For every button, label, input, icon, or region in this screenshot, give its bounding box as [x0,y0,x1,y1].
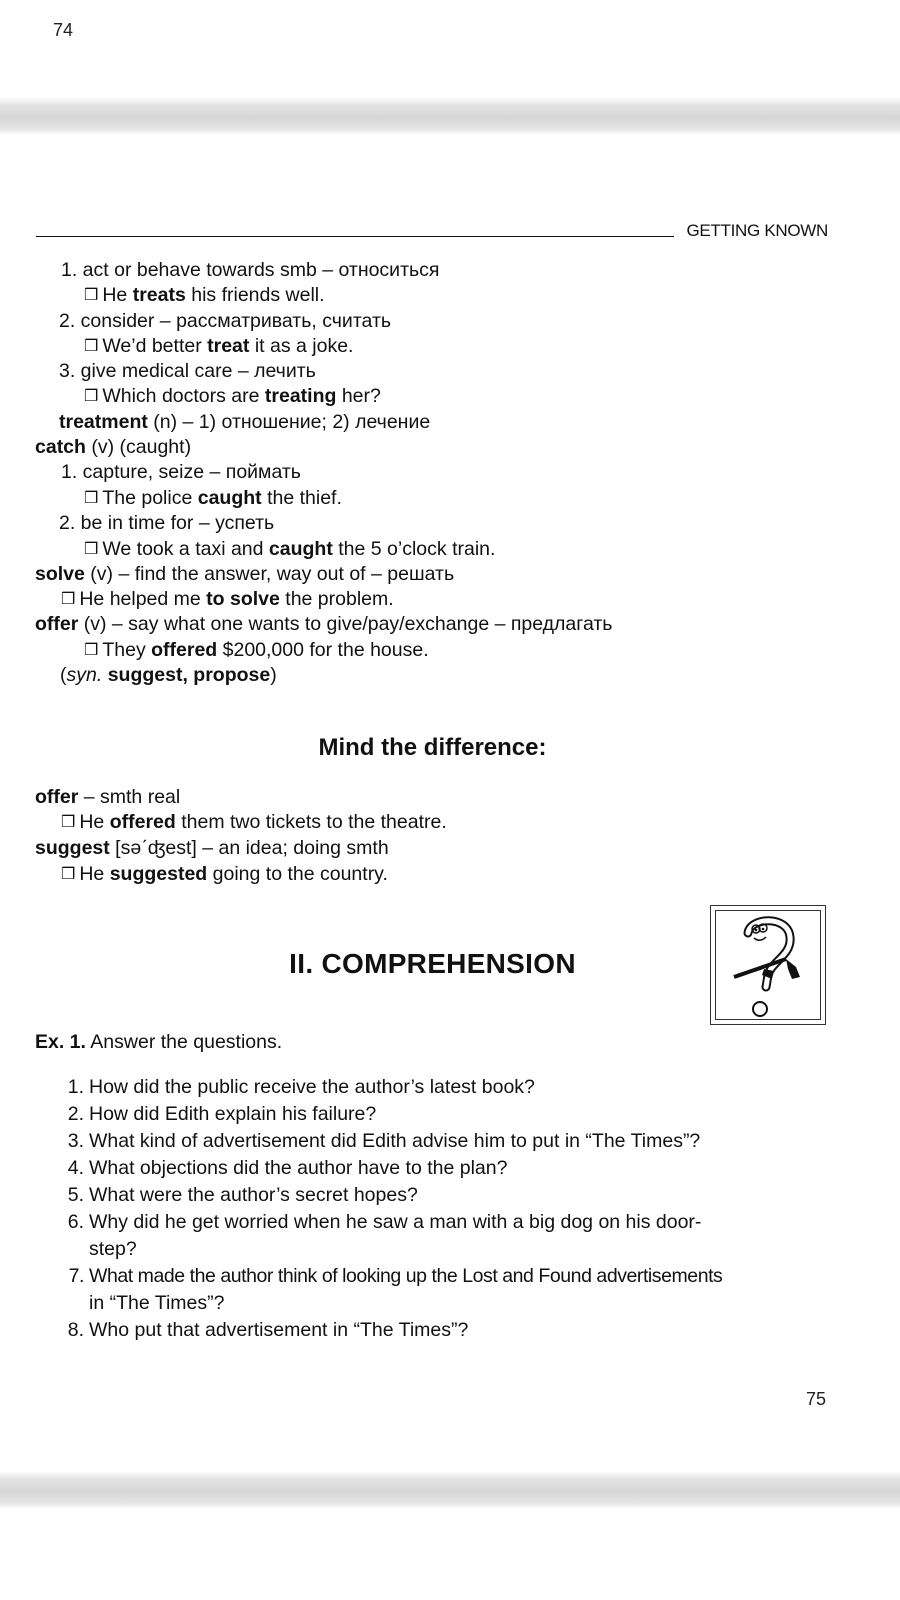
mind-offer-example: ❒ He offered them two tickets to the theatre. [61,811,447,833]
question-3: 3. What kind of advertisement did Edith advise him to put in “The Times”? [67,1130,701,1152]
question-7: 7. What made the author think of looking up the Lost and Found advertisements in “The Times”? [68,1265,723,1314]
question-mark-illustration [710,905,826,1025]
solve-example: ❒ He helped me to solve the problem. [61,588,394,610]
treat-sense-3: 3. give medical care – лечить [59,360,316,382]
checkbox-icon: ❒ [84,541,99,558]
checkbox-icon: ❒ [84,287,99,304]
header-rule [36,236,674,237]
solve-entry: solve (v) – find the answer, way out of – решать [35,563,455,585]
treat-example-1: ❒ He treats his friends well. [84,284,325,306]
treatment-entry: treatment (n) – 1) отношение; 2) лечение [59,411,431,433]
catch-example-1: ❒ The police caught the thief. [84,487,342,509]
question-4: 4. What objections did the author have to the plan? [67,1157,508,1179]
catch-sense-1: 1. capture, seize – поймать [61,461,301,483]
checkbox-icon: ❒ [61,591,76,608]
checkbox-icon: ❒ [84,642,99,659]
question-2: 2. How did Edith explain his failure? [67,1103,377,1125]
offer-entry: offer (v) – say what one wants to give/pay/exchange – предлагать [35,613,613,635]
page-separator-bottom [0,1471,900,1509]
treat-example-3: ❒ Which doctors are treating her? [84,385,381,407]
page-number-top: 74 [53,20,74,40]
catch-example-2: ❒ We took a taxi and caught the 5 o’clock train. [84,538,496,560]
catch-entry: catch (v) (caught) [35,436,192,458]
question-list [52,1074,722,1344]
mind-suggest-example: ❒ He suggested going to the country. [61,863,388,885]
treat-example-2: ❒ We’d better treat it as a joke. [84,335,354,357]
catch-sense-2: 2. be in time for – успеть [59,512,275,534]
checkbox-icon: ❒ [84,490,99,507]
treat-sense-2: 2. consider – рассматривать, считать [59,310,392,332]
mind-difference-title: Mind the difference: [318,734,547,761]
checkbox-icon: ❒ [61,866,76,883]
treat-sense-1: 1. act or behave towards smb – относиться [61,259,440,281]
offer-example: ❒ They offered $200,000 for the house. [84,639,429,661]
running-header: GETTING KNOWN [686,221,828,240]
exercise-instruction: Ex. 1. Answer the questions. [35,1031,283,1053]
page-separator-top [0,97,900,135]
question-mark-character-icon [716,911,820,1019]
question-1: 1. How did the public receive the author’s latest book? [67,1076,535,1098]
synonyms: (syn. suggest, propose) [60,664,277,686]
question-8: 8. Who put that advertisement in “The Times”? [67,1319,469,1341]
checkbox-icon: ❒ [84,338,99,355]
page-number-bottom: 75 [806,1389,827,1409]
question-5: 5. What were the author’s secret hopes? [67,1184,418,1206]
section-title: II. COMPREHENSION [289,948,576,979]
mind-offer-entry: offer – smth real [35,786,181,808]
question-6: 6. Why did he get worried when he saw a man with a big dog on his door- step? [67,1211,702,1260]
checkbox-icon: ❒ [61,814,76,831]
mind-suggest-entry: suggest [səˊʤest] – an idea; doing smth [35,837,389,859]
checkbox-icon: ❒ [84,388,99,405]
